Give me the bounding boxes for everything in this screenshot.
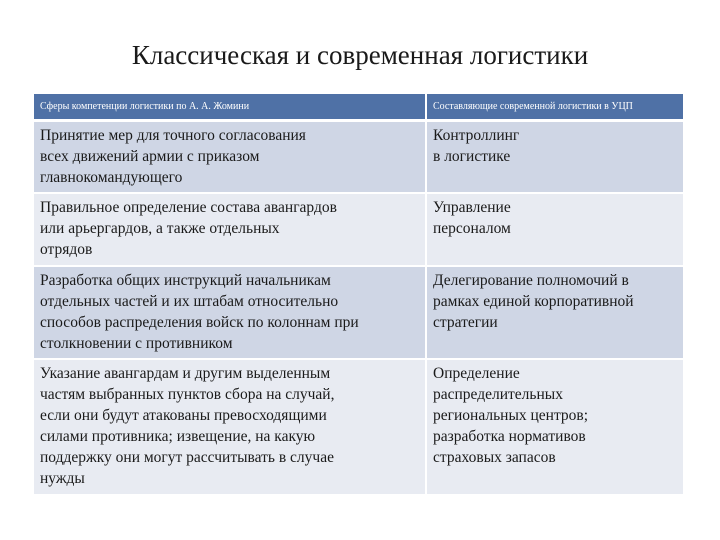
header-modern: Составляющие современной логистики в УЦП <box>426 94 683 120</box>
table-row <box>34 193 683 266</box>
cell-classical: Указание авангардам и другим выделенным частям выбранных пунктов сбора на случай, если они будут атакованы превосходящими силами противника; извещение, на какую поддержку они могут рассчитывать в случае нужды <box>34 359 426 495</box>
cell-modern: Определение распределительных региональных центров; разработка нормативов страховых запасов <box>426 359 683 495</box>
table-row <box>34 266 683 359</box>
table-header-row <box>34 94 683 120</box>
cell-modern: Контроллинг в логистике <box>426 120 683 193</box>
cell-modern: Управление персоналом <box>426 193 683 266</box>
comparison-table <box>34 94 683 496</box>
cell-modern: Делегирование полномочий в рамках единой корпоративной стратегии <box>426 266 683 359</box>
slide-title: Классическая и современная логистики <box>131 40 589 70</box>
cell-classical: Разработка общих инструкций начальникам отдельных частей и их штабам относительно способов распределения войск по колоннам при столкновении с противником <box>34 266 426 359</box>
cell-classical: Правильное определение состава авангардов или арьергардов, а также отдельных отрядов <box>34 193 426 266</box>
cell-classical: Принятие мер для точного согласования всех движений армии с приказом главнокомандующего <box>34 120 426 193</box>
header-classical: Сферы компетенции логистики по А. А. Жомини <box>34 94 426 120</box>
table-row <box>34 359 683 495</box>
table-row <box>34 120 683 193</box>
